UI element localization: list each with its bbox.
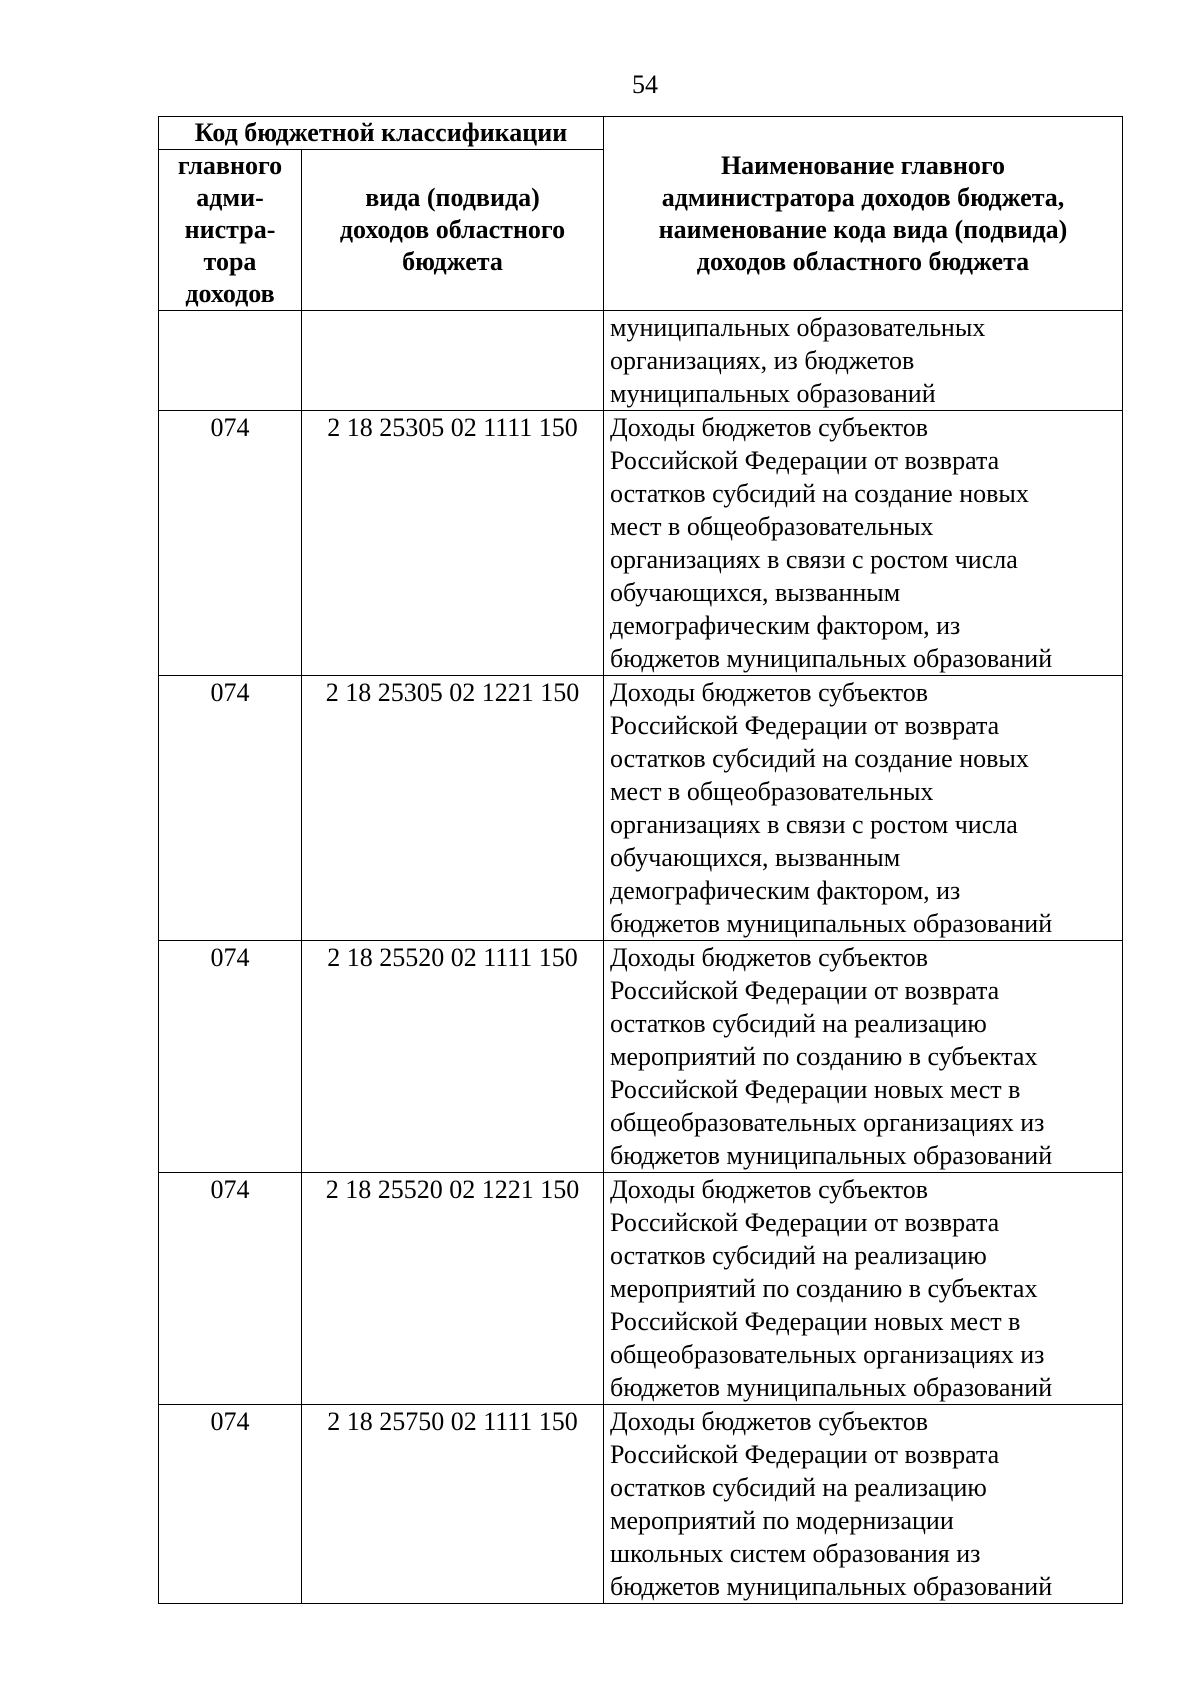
revenue-name-cell: Доходы бюджетов субъектов Российской Федерации от возврата остатков субсидий на создание новых мест в общеобразовательных организациях в связи с ростом числа обучающихся, вызванным демографическим фактором, из бюджетов муниципальных образований	[604, 676, 1123, 941]
table-row	[159, 1405, 1123, 1604]
revenue-name-cell: Доходы бюджетов субъектов Российской Федерации от возврата остатков субсидий на реализацию мероприятий по созданию в субъектах Российской Федерации новых мест в общеобразовательных организациях из бюджетов муниципальных образований	[604, 1173, 1123, 1405]
revenue-code-cell	[302, 311, 604, 411]
revenue-name-cell: муниципальных образовательных организациях, из бюджетов муниципальных образований	[604, 311, 1123, 411]
header-budget-classification-code: Код бюджетной классификации	[159, 117, 604, 150]
revenue-name-cell: Доходы бюджетов субъектов Российской Федерации от возврата остатков субсидий на реализацию мероприятий по созданию в субъектах Российской Федерации новых мест в общеобразовательных организациях из бюджетов муниципальных образований	[604, 941, 1123, 1173]
budget-classification-table	[158, 116, 1123, 1604]
admin-code-cell: 074	[159, 1173, 302, 1405]
revenue-code-cell: 2 18 25305 02 1221 150	[302, 676, 604, 941]
table-row	[159, 311, 1123, 411]
page-number: 54	[632, 70, 658, 99]
revenue-code-cell: 2 18 25520 02 1111 150	[302, 941, 604, 1173]
table-row	[159, 411, 1123, 676]
header-main-administrator-column: главного адми- нистра- тора доходов	[159, 150, 302, 311]
table-body	[159, 311, 1123, 1604]
admin-code-cell: 074	[159, 411, 302, 676]
table-header	[159, 117, 1123, 311]
revenue-code-cell: 2 18 25750 02 1111 150	[302, 1405, 604, 1604]
revenue-code-cell: 2 18 25520 02 1221 150	[302, 1173, 604, 1405]
header-revenue-type-column: вида (подвида) доходов областного бюджета	[302, 150, 604, 311]
admin-code-cell	[159, 311, 302, 411]
revenue-code-cell: 2 18 25305 02 1111 150	[302, 411, 604, 676]
table-row	[159, 1173, 1123, 1405]
header-row-1	[159, 117, 1123, 150]
table-row	[159, 676, 1123, 941]
revenue-name-cell: Доходы бюджетов субъектов Российской Федерации от возврата остатков субсидий на реализацию мероприятий по модернизации школьных систем образования из бюджетов муниципальных образований	[604, 1405, 1123, 1604]
admin-code-cell: 074	[159, 941, 302, 1173]
table-row	[159, 941, 1123, 1173]
admin-code-cell: 074	[159, 676, 302, 941]
header-name-column: Наименование главного администратора доходов бюджета, наименование кода вида (подвида) доходов областного бюджета	[604, 117, 1123, 311]
admin-code-cell: 074	[159, 1405, 302, 1604]
revenue-name-cell: Доходы бюджетов субъектов Российской Федерации от возврата остатков субсидий на создание новых мест в общеобразовательных организациях в связи с ростом числа обучающихся, вызванным демографическим фактором, из бюджетов муниципальных образований	[604, 411, 1123, 676]
